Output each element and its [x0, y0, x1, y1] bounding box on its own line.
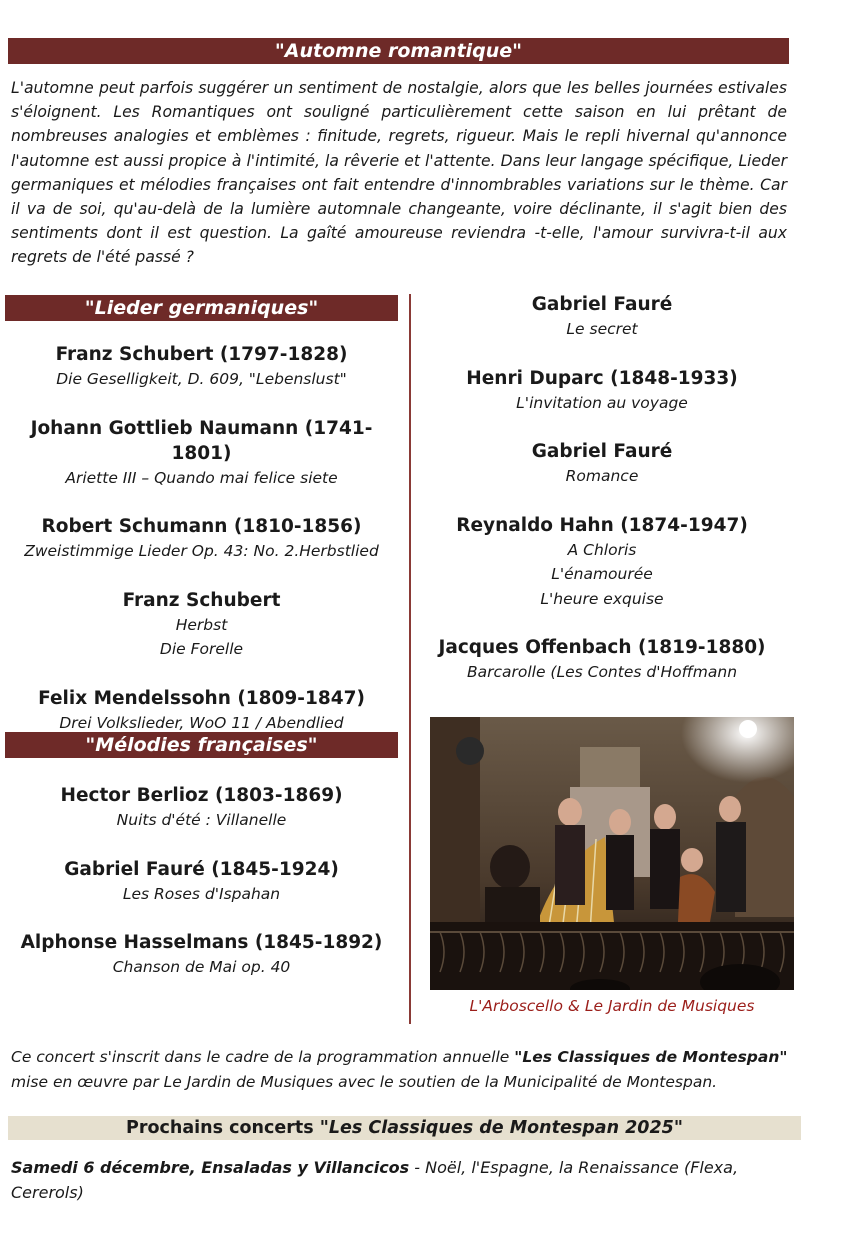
composer-name: Johann Gottlieb Naumann (1741-1801) [30, 417, 373, 464]
next-concert-entry [11, 1155, 801, 1205]
melodies-list [5, 783, 398, 1004]
work-title: Le secret [566, 320, 638, 338]
next-concert-details: - Noël, l'Espagne, la Renaissance (Flexa, Cererols) [11, 1158, 739, 1202]
header-banner [8, 38, 789, 64]
next-concert-date: Samedi 6 décembre, Ensaladas y Villancicos [11, 1158, 410, 1177]
work-title: Herbst [175, 615, 228, 634]
program-entry [413, 292, 791, 342]
work-title: Zweistimmige Lieder Op. 43: No. 2.Herbstlied [24, 542, 379, 560]
concert-photo [430, 717, 794, 990]
program-entry [5, 686, 398, 736]
program-entry [413, 439, 791, 489]
program-entry [5, 514, 398, 564]
work-title: Die Geselligkeit, D. 609, "Lebenslust" [56, 370, 347, 388]
composer-name: Gabriel Fauré [531, 441, 673, 462]
next-concerts-banner [8, 1116, 801, 1140]
work-title: L'invitation au voyage [516, 393, 688, 412]
program-entry [5, 588, 398, 662]
work-title: Drei Volkslieder, WoO 11 / Abendlied [59, 713, 344, 732]
program-entry [413, 635, 791, 685]
page-title: "Automne romantique" [274, 40, 523, 62]
composer-name: Felix Mendelssohn (1809-1847) [38, 687, 365, 709]
footer-note [11, 1045, 801, 1095]
composer-name: Franz Schubert (1797-1828) [55, 344, 348, 365]
program-entry [5, 857, 398, 907]
column-divider [409, 294, 411, 1024]
lieder-list [5, 342, 398, 759]
work-title: L'heure exquise [540, 589, 664, 608]
composer-name: Reynaldo Hahn (1874-1947) [456, 514, 748, 536]
work-title: Chanson de Mai op. 40 [112, 958, 291, 976]
work-title: Ariette III – Quando mai felice siete [65, 468, 338, 487]
lieder-banner [5, 295, 398, 321]
intro-paragraph: L'automne peut parfois suggérer un sentiment de nostalgie, alors que les belles journées estivales s'éloignent. Les Romantiques ont souligné particulièrement cette saison en lui prêtant de nombreuses analogies et emblèmes : finitude, regrets, rigueur. Mais le repli hivernal qu'annonce l'automne est aussi propice à l'intimité, la rêverie et l'attente. Dans leur langage spécifique, Lieder germaniques et mélodies françaises ont fait entendre d'innombrables variations sur le thème. Car il va de soi, qu'au-delà de la lumière automnale changeante, voire déclinante, il s'agit bien des sentiments dont il est question. La gaîté amoureuse reviendra -t-elle, l'amour survivra-t-il aux regrets de l'été passé ? [11, 79, 787, 267]
work-title: Les Roses d'Ispahan [122, 884, 281, 903]
next-concerts-series: "Les Classiques de Montespan 2025" [319, 1118, 683, 1138]
program-entry [5, 416, 398, 491]
program-entry [413, 513, 791, 612]
composer-name: Robert Schumann (1810-1856) [41, 516, 362, 537]
composer-name: Franz Schubert [122, 589, 281, 611]
melodies-banner [5, 732, 398, 758]
program-entry [5, 783, 398, 833]
program-entry [413, 366, 791, 416]
work-title: Die Forelle [159, 640, 244, 658]
work-title: Barcarolle (Les Contes d'Hoffmann [466, 663, 738, 681]
melodies-title: "Mélodies françaises" [85, 734, 318, 756]
footer-text: Ce concert s'inscrit dans le cadre de la programmation annuelle [11, 1048, 515, 1066]
program-entry [5, 342, 398, 392]
composer-name: Alphonse Hasselmans (1845-1892) [20, 932, 383, 953]
composer-name: Jacques Offenbach (1819-1880) [438, 637, 766, 658]
work-title: Romance [565, 467, 639, 485]
work-title: L'énamourée [551, 565, 653, 583]
work-title: A Chloris [567, 540, 637, 559]
composer-name: Gabriel Fauré [531, 294, 673, 315]
work-title: Nuits d'été : Villanelle [116, 811, 287, 829]
photo-caption: L'Arboscello & Le Jardin de Musiques [469, 997, 755, 1015]
composer-name: Hector Berlioz (1803-1869) [60, 785, 343, 806]
composer-name: Henri Duparc (1848-1933) [466, 367, 738, 389]
program-entry [5, 930, 398, 980]
footer-text: mise en œuvre par Le Jardin de Musiques avec le soutien de la Municipalité de Montespan. [11, 1073, 718, 1091]
next-concerts-title: Prochains concerts [126, 1118, 320, 1138]
composer-name: Gabriel Fauré (1845-1924) [64, 858, 339, 880]
lieder-title: "Lieder germaniques" [84, 297, 319, 319]
right-program-list [413, 292, 791, 709]
series-name: "Les Classiques de Montespan" [514, 1048, 788, 1066]
